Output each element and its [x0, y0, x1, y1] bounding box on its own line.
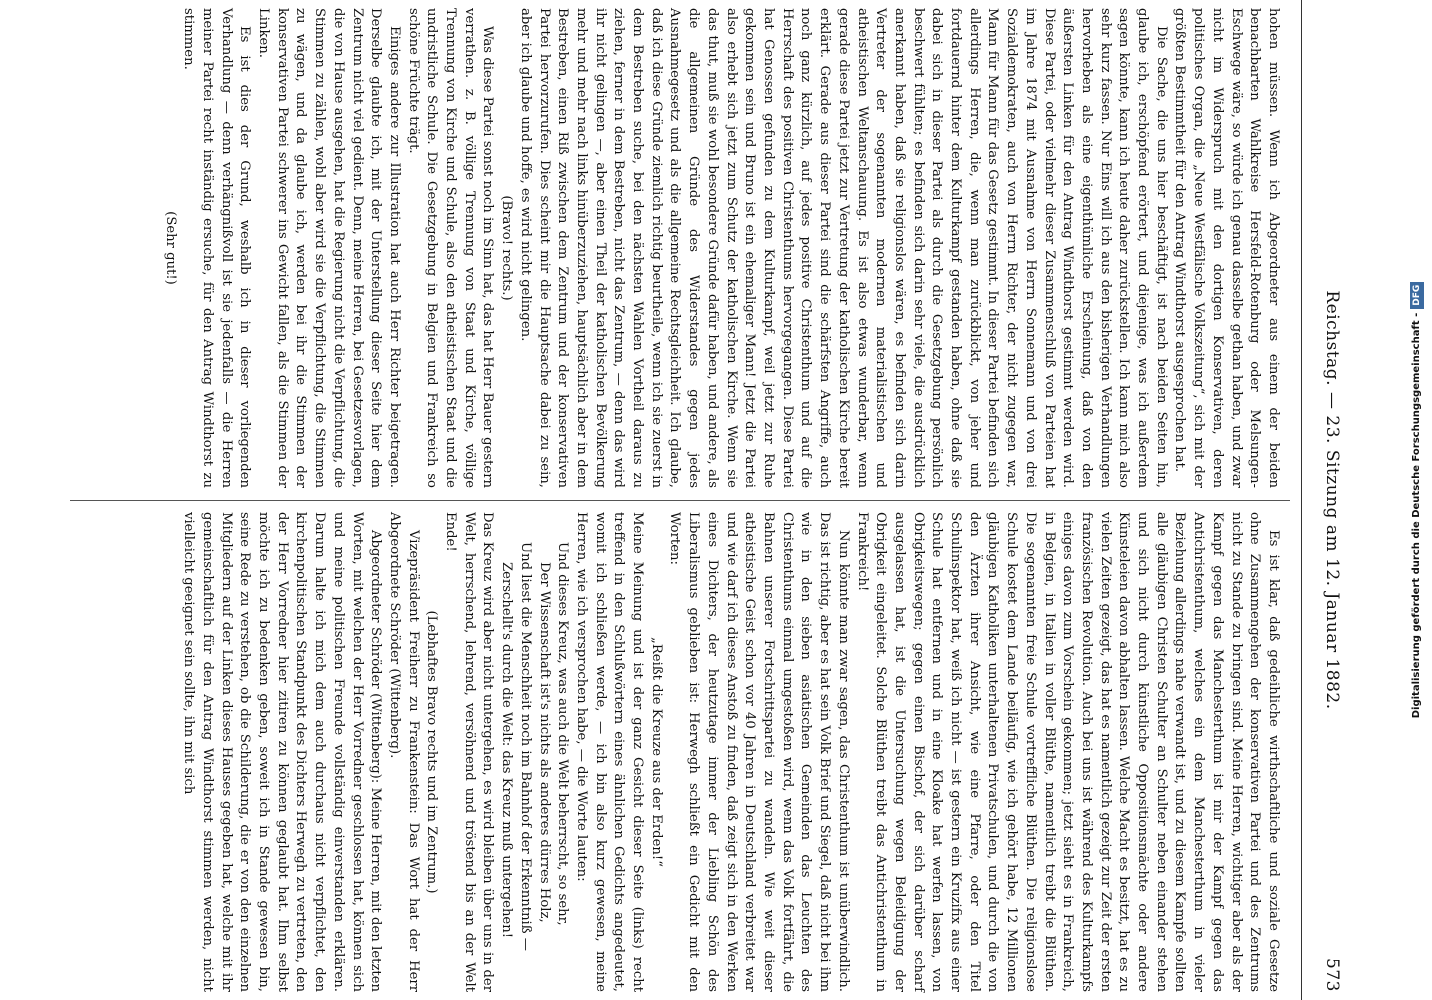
paragraph: Der Wissenschaft ist's nichts als anderes dürres Holz,: [536, 562, 552, 923]
running-head: [1312, 8, 1342, 992]
paragraph: Was diese Partei sonst noch im Sinn hat, das hat Herr Bauer gestern verrathen. z. B. völlige Trennung von Staat und Kirche, völlige Trennung von Kirche und Schule, also den atheistischen Staat und die undristliche Schule. Die Gesetzgebung in Belgien und Frankreich so schöne Früchte trägt.: [405, 8, 496, 488]
dfg-logo: DFG: [1410, 282, 1424, 309]
paragraph: (Sehr gut!): [162, 211, 178, 285]
paragraph: hohen müssen. Wenn ich Abgeordneter aus einem der beiden benachbarten Wahlkreise Hersfeld-Rotenburg oder Melsungen-Eschwege wäre, so würde ich genau dasselbe gethan haben, und zwar nicht im Widerspruch mit den dortigen Konservativen, deren politisches Organ, die „Neue Westfälische Volkszeitung“, sich mit der größten Bestimmtheit für den Antrag Windthorst ausgesprochen hat.: [1172, 8, 1281, 488]
paragraph: Und liest die Menschheit noch im Bahnhof der Erkenntniß —: [517, 542, 533, 951]
header-rule: [1301, 0, 1302, 1000]
paragraph: „Reißt die Kreuze aus der Erden!“: [648, 637, 664, 867]
page-number: 573: [1322, 958, 1342, 992]
paragraph: Es ist klar, daß gedeihliche wirthschaftliche und soziale Gesetze ohne Zusammengehen der konservativen Partei und des Zentrums nicht zu Stande zu bringen sind. Meine Herren, wichtiger aber als der Kampf gegen das Manchesterthum ist mir der Kampf gegen das Antichristenthum, welches ein dem Manchesterthum in vieler Beziehung allerdings nahe verwandt ist, und zu diesem Kampfe sollten alle gläubigen Christen Schulter an Schulter neben einander stehen und sich nicht durch künstliche Oppositionsmächte oder andere Künsteleien davon abhalten lassen. Welche Macht es besitzt, hat es zu vielen Zeiten gezeigt, das hat es namentlich gezeigt zur Zeit der ersten französischen Revolution. Auch bei uns ist während des Kulturkampfs einiges davon zum Vorschein gekommen; jetzt sieht es in Frankreich, in Belgien, in Italien in voller Blüthe, namentlich treibt die Blüthen. Die sogenannten freie Schule vortreffliche Blüthen. Die religionslose Schule kostet dem Lande beiläufig, wie ich gehört habe, 12 Millionen gläubigen Katholiken unterhaltenen Privatschulen, und durch die von den Ärzten ihrer Ansicht, wie eine Pfarre, oder den Titel Schulinspektor hat, weiß ich nicht — ist gestern ein Kruzifix aus einer Schule hat entfernen und in eine Kloake hat werfen lassen, von Obrigkeitswegen; gegen einen Bischof, der sich darüber scharf ausgelassen hat, ist die Untersuchung wegen Beleidigung der Obrigkeit eingeleitet. Solche Blüthen treibt das Antichristenthum in Frankreich!: [854, 512, 1281, 992]
paragraph: Vizepräsident Freiherr zu Frankenstein: Das Wort hat der Herr Abgeordnete Schröder (Wittenberg).: [386, 512, 421, 992]
paragraph: (Bravo! rechts.): [499, 195, 515, 301]
digitization-stamp: [1406, 10, 1428, 990]
paragraph: Zerschellt's durch die Welt: das Kreuz muß untergehen!: [499, 562, 515, 939]
paragraph: Nun könnte man zwar sagen, das Christenthum ist unüberwindlich. Das ist richtig, aber es hat sein Volk Brief und Siegel, daß nicht bei ihm wie in den sieben asiatischen Gemeinden das Leuchten des Christenthums einmal umgestoßen wird, wenn das Volk fortfährt, die Bahnen unserer Fortschrittspartei zu wandeln. Wie weit dieser atheistische Geist schon vor 40 Jahren in Deutschland verbreitet war und wie darf ich dieses Anstoß zu finden, daß zeigt sich in den Werken eines Dichters, der heutzutage immer der Liebling Schön des Liberalismus geblieben ist: Herwegh schließt ein Gedicht mit den Worten:: [667, 512, 851, 992]
right-column: [179, 512, 1282, 992]
paragraph: Das Kreuz wird aber nicht untergehen, es wird bleiben über uns in der Welt, herrschend, lehrend, versöhnend und tröstend bis an der Welt Ende!: [443, 512, 496, 992]
stamp-text: Digitalisierung gefördert durch die Deutsche Forschungsgemeinschaft -: [1411, 312, 1422, 719]
paragraph: Die Sache, die uns hier beschäftigt, ist nach beiden Seiten hin, glaube ich, erschöpfend erörtert, und diejenige, was ich außerdem sagen könnte, kann ich heute daher zurückstellen. Ich kann mich also sehr kurz fassen. Nur Eins will ich aus den bisherigen Verhandlungen hervorheben als eine eigenthümliche Erscheinung, daß von den äußersten Linken für den Antrag Windthorst gestimmt werden wird. Diese Partei, oder vielmehr dieser Zusammenschluß von Parteien hat im Jahre 1874 mit Ausnahme von Herrn Sonnemann und von drei Sozialdemokraten, auch von Herrn Richter, der nicht zugegen war, Mann für Mann für das Gesetz gestimmt. In dieser Partei befinden sich allerdings Herren, die, wenn man zurückblickt, von jeher und fortdauernd hinter dem Kulturkampf gestanden haben, ohne daß sie dabei sich in dieser Partei als durch die Gesetzgebung persönlich beschwert fühlten; es befinden sich darin sehr viele, die ausdrücklich anerkannt haben, daß sie religionslos wären, es befinden sich darin Vertreter der sogenannten modernen materialistischen und atheistischen Weltanschauung. Es ist also etwas wunderbar, wenn gerade diese Partei jetzt zur Vertretung der katholischen Kirche bereit erklärt. Gerade aus dieser Partei sind die schärfsten Angriffe, auch noch ganz kürzlich, auf jedes positive Christenthum und auf die Herrschaft des positiven Christenthums hervorgegangen. Diese Partei hat Genossen gefunden zu dem Kulturkampf, weil jetzt zur Ruhe gekommen sein und Bruno ist ein ehemaliger Mann! Jetzt die Partei also erhebt sich jetzt zum Schutz der katholischen Kirche. Wenn sie das thut, muß sie wohl besondere Gründe dafür haben, und andere, als die allgemeinen Gründe des Widerstandes gegen jedes Ausnahmegesetz und als die allgemeine Rechtsgleichheit. Ich glaube, daß ich diese Gründe ziemlich richtig beurtheile, wenn ich sie zuerst in dem Bestreben suche, bei den nächsten Wahlen Vortheil daraus zu ziehen, ferner in dem Bestreben, nicht das Zentrum, — denn das wird ihr nicht gelingen —, aber einen Theil der katholischen Bevölkerung mehr und mehr nach links hinüberzuziehen, hauptsächlich aber in dem Bestreben, einen Riß zwischen dem Zentrum und der konservativen Partei hervorzurufen. Dies scheint mir die Hauptsache dabei zu sein, aber ich glaube und hoffe, es wird nicht gelingen.: [517, 8, 1169, 488]
paragraph: Und dieses Kreuz, was auch die Welt beherrscht, so sehr,: [555, 542, 571, 926]
paragraph: Meine Meinung und ist der ganz Gesicht dieser Seite (links) recht treffend in den Schlußwörtern eines ähnlichen Gedichts angedeutet, womit ich schließen werde, — ich bin also kurz gewesen, meine Herren, wie ich versprochen habe, — die Worte lauten:: [573, 512, 646, 992]
paragraph: (Lebhaftes Bravo rechts und im Zentrum.): [424, 610, 440, 894]
column-divider: [70, 500, 1290, 501]
paragraph: Einiges andere zur Illustration hat auch Herr Richter beigetragen. Derselbe glaubte ich, mit der Unterstellung dieser Seite hier dem Zentrum nicht viel gedient. Denn, meine Herren, bei Gesetzesvorlagen, die von Hause ausgehen, hat die Regierung nicht die Verpflichtung, die Stimmen zu zählen, wohl aber wird sie die Verpflichtung, die Stimmen zu wägen, und da glaube ich, werden bei ihr die Stimmen der konservativen Partei schwerer ins Gewicht fallen, als die Stimmen der Linken.: [256, 8, 402, 488]
paragraph: Es ist dies der Grund, weshalb ich in dieser vorliegenden Verhandlung — denn verhängnißvoll ist sie jedenfalls — die Herren meiner Partei recht inständig ersuche, für den Antrag Windthorst zu stimmen.: [181, 8, 253, 488]
left-column: [160, 8, 1282, 488]
paragraph: Abgeordneter Schröder (Wittenberg): Meine Herren, mit den letzten Worten, mit welchen der Herr Vorredner geschlossen hat, können sich und meine politischen Freunde vollständig einverstanden erklären. Darum halte ich mich dem auch durchaus nicht verpflichtet, den kirchenpolitischen Standpunkt des Dichters Herwegh zu vertreten, den der Herr Vorredner hier zitiren zu können geglaubt hat. Ihm selbst möchte ich zu bedenken geben, soweit ich in Stande gewesen bin, seine Rede zu verstehen, ob die Schilderung, die er von den einzelnen Mitgliedern auf der Linken dieses Hauses gegeben hat, welche mit ihr gemeinschaftlich für den Antrag Windthorst stimmen werden, nicht vielleicht geeignet sein sollte, ihn mit sich: [181, 512, 384, 992]
running-head-title: Reichstag. — 23. Sitzung am 12. Januar 1882.: [1322, 290, 1342, 710]
